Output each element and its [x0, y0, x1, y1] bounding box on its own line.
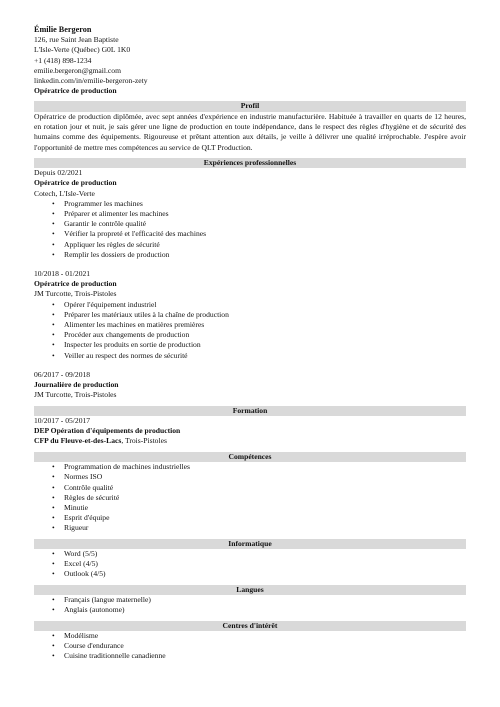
education-location: , Trois-Pistoles [121, 436, 167, 446]
list-item: • Français (langue maternelle) [34, 595, 466, 605]
education-entry [34, 416, 466, 447]
contact-block [34, 25, 466, 96]
education-dates: 10/2017 - 05/2017 [34, 416, 91, 425]
list-item: • Inspecter les produits en sortie de production [34, 340, 466, 350]
job-entry-3 [34, 370, 466, 401]
job-company: JM Turcotte, Trois-Pistoles [34, 289, 117, 299]
list-item: • Modélisme [34, 631, 466, 641]
list-item: • Cuisine traditionnelle canadienne [34, 651, 466, 661]
job-company: JM Turcotte, Trois-Pistoles [34, 390, 117, 400]
job-dates: 06/2017 - 09/2018 [34, 369, 91, 379]
education-degree: DEP Opération d'équipements de production [34, 426, 181, 436]
email: emilie.bergeron@gmail.com [34, 65, 121, 75]
profile-text: Opératrice de production diplômée, avec sept années d'expérience en industrie manufacturière. Habituée à travailler en quarts de 12 heures, en rotation jour et nuit, je sais gérer une ligne de production en toute indépendance, dans le respect des règles d'hygiène et de sécurité des humains comme des équipements. Rigoureuse et prêtant attention aux détails, je veille à délivrer une qualité irréprochable. J'espère avoir l'opportunité de mettre mes compétences au service de QLT Production. [34, 111, 466, 152]
list-item: • Normes ISO [34, 472, 466, 482]
job-title: Opératrice de production [34, 86, 117, 96]
section-title-interests: Centres d'intérêt [34, 621, 466, 632]
list-item: • Word (5/5) [34, 549, 466, 559]
computing-list [34, 549, 466, 580]
list-item: • Préparer les matériaux utiles à la chaîne de production [34, 310, 466, 320]
list-item: • Anglais (autonome) [34, 605, 466, 615]
section-title-experience: Expériences professionnelles [34, 158, 466, 169]
job-task-list [34, 199, 466, 260]
section-title-computing: Informatique [34, 539, 466, 550]
list-item: • Veiller au respect des normes de sécurité [34, 351, 466, 361]
skills-list [34, 462, 466, 533]
job-role: Journalière de production [34, 380, 119, 390]
list-item: • Programmer les machines [34, 199, 466, 209]
list-item: • Contrôle qualité [34, 483, 466, 493]
list-item: • Course d'endurance [34, 641, 466, 651]
address-line-2: L'Isle-Verte (Québec) G0L 1K0 [34, 45, 131, 55]
job-entry-1 [34, 168, 466, 260]
languages-list [34, 595, 466, 615]
education-school: CFP du Fleuve-et-des-Lacs [34, 436, 122, 446]
phone: +1 (418) 898-1234 [34, 55, 92, 65]
list-item: • Outlook (4/5) [34, 569, 466, 579]
list-item: • Esprit d'équipe [34, 513, 466, 523]
candidate-name: Émilie Bergeron [34, 25, 92, 34]
list-item: • Minutie [34, 503, 466, 513]
address-line-1: 126, rue Saint Jean Baptiste [34, 35, 119, 45]
list-item: • Rigueur [34, 523, 466, 533]
list-item: • Garantir le contrôle qualité [34, 219, 466, 229]
list-item: • Excel (4/5) [34, 559, 466, 569]
interests-list [34, 631, 466, 662]
list-item: • Procéder aux changements de production [34, 330, 466, 340]
list-item: • Programmation de machines industrielles [34, 462, 466, 472]
job-role: Opératrice de production [34, 178, 117, 188]
spacer [34, 361, 466, 370]
job-role: Opératrice de production [34, 279, 117, 289]
section-title-profile: Profil [34, 101, 466, 112]
section-title-skills: Compétences [34, 452, 466, 463]
linkedin-url: linkedin.com/in/emilie-bergeron-zety [34, 76, 148, 86]
list-item: • Remplir les dossiers de production [34, 250, 466, 260]
list-item: • Appliquer les règles de sécurité [34, 240, 466, 250]
job-entry-2 [34, 269, 466, 361]
list-item: • Alimenter les machines en matières premières [34, 320, 466, 330]
list-item: • Préparer et alimenter les machines [34, 209, 466, 219]
list-item: • Règles de sécurité [34, 493, 466, 503]
section-title-education: Formation [34, 406, 466, 417]
list-item: • Vérifier la propreté et l'efficacité des machines [34, 229, 466, 239]
section-title-languages: Langues [34, 585, 466, 596]
job-task-list [34, 300, 466, 361]
job-dates: Depuis 02/2021 [34, 168, 83, 178]
job-dates: 10/2018 - 01/2021 [34, 269, 91, 279]
spacer [34, 260, 466, 269]
job-company: Cotech, L'Isle-Verte [34, 188, 95, 198]
list-item: • Opérer l'équipement industriel [34, 300, 466, 310]
education-school-line [34, 436, 466, 446]
